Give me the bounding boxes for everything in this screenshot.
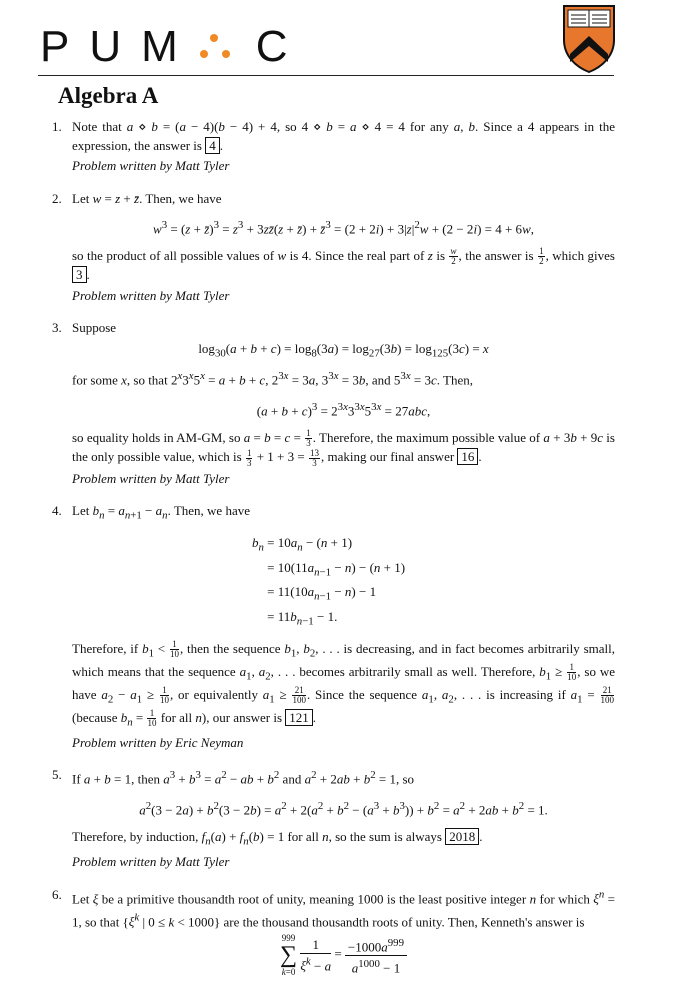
solution-text: Therefore, if $b_1$ < $\frac{1}{10}$ , then the sequence $b_1$, $b_2$, . . . is decreasing, and in fact becomes arbitrarily small, which means that the sequence $a_1$, $a_2$, . . . becomes arbitrarily small as well. Therefore, $b_1$ ≥ $\frac{1}{10}$ , so we have $a_2 - a_1$ ≥ $\frac{1}{10}$ , or equivalently $a_1$ ≥ $\frac{21}{100}$ . Since the sequence $a_1$, $a_2$, . . . is increasing if $a_1$ = $\frac{21}{100}$ (because $b_n$ = $\frac{1}{10}$ for all n), our answer is 121 . [72, 639, 616, 729]
display-equation: $(a + b + c)^3 = 2^{3x}3^{3x}5^{3x} = 27abc$, [256, 400, 431, 419]
equation-line: = $10(11a_{n-1} - n) - (n + 1)$ [267, 559, 406, 579]
solution-4 [52, 502, 615, 752]
header-rule [38, 75, 614, 76]
solution-text: Let ξ be a primitive thousandth root of unity, meaning 1000 is the least positive integer n for which $\xi^n = 1$, so that {$\xi^k$ | 0 ≤ k < 1000} are the thousand thousandth roots of unity. Then, Kenneth's answer is [72, 888, 615, 929]
logo-letter: U [89, 22, 142, 71]
solution-credit: Problem written by Matt Tyler [72, 287, 230, 303]
solution-credit: Problem written by Eric Neyman [72, 734, 244, 750]
solution-number: 5. [52, 767, 62, 783]
solution-text: Note that a ⋄ b = (a − 4)(b − 4) + 4, so 4 ⋄ b = a ⋄ 4 = 4 for any a, b. Since a 4 appears in the expression, the answer is 4 . [72, 119, 615, 153]
logo-dots-icon [198, 22, 238, 66]
equation-line: $b_n = 10a_n - (n + 1)$ [252, 535, 353, 554]
solution-text: Let $b_n = a_{n+1} - a_n$. Then, we have [72, 503, 250, 522]
page-title: Algebra A [58, 83, 159, 108]
solution-credit: Problem written by Matt Tyler [72, 470, 230, 486]
equation-line: = $11(10a_{n-1} - n) - 1$ [267, 584, 377, 603]
equation-line: = $11b_{n-1} - 1$. [267, 609, 338, 628]
logo-letter: C [255, 22, 308, 71]
solution-3 [52, 319, 615, 488]
solution-2 [52, 190, 615, 306]
pumac-logo [40, 22, 308, 72]
solution-text: If a + b = 1, then $a^3 + b^3 = a^2$ − ab + $b^2$ and $a^2 + 2ab + b^2 = 1$, so [72, 769, 414, 787]
solution-text: so equality holds in AM-GM, so a = b = c = $\frac{1}{3}$ . Therefore, the maximum possible value of a + 3b + 9c is the only possible value, which is $\frac{1}{3}$ + 1 + 3 = $\frac{13}{3}$ , making our final answer 16 . [72, 428, 615, 468]
solution-number: 6. [52, 886, 62, 902]
page-header [0, 0, 690, 80]
solution-text: Let w = z + z̄. Then, we have [72, 190, 222, 206]
solution-1 [52, 118, 615, 176]
solution-credit: Problem written by Matt Tyler [72, 158, 230, 173]
display-equation: $a^2(3 - 2a) + b^2(3 - 2b) = a^2 + 2(a^2 + b^2 - (a^3 + b^3)) + b^2 = a^2 + 2ab + b^2 = 1$. [139, 800, 548, 818]
display-equation: 999 ∑ k=0 $\frac{1}{\xi^k - a}$ = $\frac{-1000a^{999}}{a^{1000} - 1}$ [72, 933, 615, 977]
solution-text: Therefore, by induction, $f_n(a) + f_n(b) = 1$ for all n, so the sum is always 2018 . [72, 829, 483, 848]
solution-number: 3. [52, 320, 62, 336]
solution-number: 1. [52, 119, 62, 134]
solution-text: for some x, so that $2^x3^x5^x = a + b + c$, $2^{3x} = 3a$, $3^{3x} = 3b$, and $5^{3x} = 3c$. Then, [72, 369, 473, 388]
solution-credit: Problem written by Matt Tyler [72, 854, 230, 870]
solution-6 [52, 886, 615, 978]
logo-letter: M [141, 22, 198, 71]
aligned-equations [252, 533, 615, 631]
university-shield-icon [562, 4, 616, 74]
solution-number: 4. [52, 503, 62, 519]
solution-5 [52, 766, 615, 871]
solution-text: Suppose [72, 320, 117, 336]
logo-letter: P [40, 22, 90, 71]
solution-number: 2. [52, 190, 62, 206]
display-equation: $w^3 = (z$ + z̄)$^3$ = $z^3$ + 3zz̄(z + z̄) + z̄$^3$ = $(2 + 2i) + 3|z|^2w + (2 - 2i) = 4 + 6w$, [153, 219, 534, 237]
solutions-list [52, 118, 615, 991]
display-equation: $\log_{30}(a + b + c) = \log_8(3a) = \log_{27}(3b) = \log_{125}(3c) = x$ [198, 340, 489, 360]
solution-text: so the product of all possible values of w is 4. Since the real part of z is $\frac{w}{2}$ , the answer is $\frac{1}{2}$ , which gives 3 . [72, 246, 615, 283]
